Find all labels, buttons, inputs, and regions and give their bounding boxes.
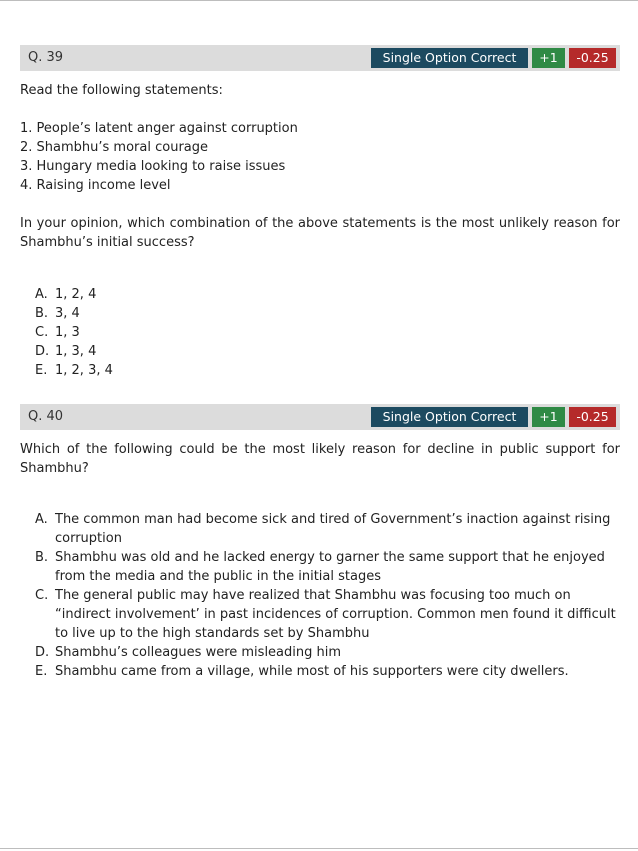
option-text: 1, 3 [55, 325, 80, 340]
positive-marks-badge: +1 [532, 407, 565, 427]
option-letter: C. [35, 588, 49, 603]
option-c[interactable] [35, 586, 620, 643]
option-text: 1, 3, 4 [55, 344, 97, 359]
option-e[interactable] [35, 361, 620, 380]
question-header-39 [20, 45, 620, 71]
top-divider [0, 0, 638, 1]
negative-marks-badge: -0.25 [569, 407, 616, 427]
question-type-badge: Single Option Correct [371, 407, 528, 427]
option-a[interactable] [35, 510, 620, 548]
option-letter: C. [35, 325, 49, 340]
option-text: 3, 4 [55, 306, 80, 321]
negative-marks-badge: -0.25 [569, 48, 616, 68]
option-letter: E. [35, 363, 48, 378]
option-d[interactable] [35, 342, 620, 361]
bottom-divider [0, 848, 638, 849]
option-text: Shambhu came from a village, while most of his supporters were city dwellers. [55, 664, 569, 679]
question-text: Which of the following could be the most likely reason for decline in public support for Shambhu? [20, 442, 620, 476]
option-letter: D. [35, 645, 50, 660]
option-text: The general public may have realized that Shambhu was focusing too much on “indirect involvement’ in past incidences of corruption. Common men found it difficult to live up to the high standards set by Shambhu [55, 588, 616, 641]
question-number: Q. 39 [28, 50, 64, 65]
option-c[interactable] [35, 323, 620, 342]
option-b[interactable] [35, 548, 620, 586]
option-text: 1, 2, 3, 4 [55, 363, 113, 378]
question-header-40 [20, 404, 620, 430]
question-type-badge: Single Option Correct [371, 48, 528, 68]
statement-1: 1. People’s latent anger against corruption [20, 121, 298, 136]
option-letter: E. [35, 664, 48, 679]
option-text: Shambhu was old and he lacked energy to garner the same support that he enjoyed from the media and the public in the initial stages [55, 550, 605, 584]
question-text: In your opinion, which combination of the above statements is the most unlikely reason for Shambhu’s initial success? [20, 216, 620, 250]
statement-4: 4. Raising income level [20, 178, 171, 193]
option-letter: A. [35, 287, 48, 302]
option-a[interactable] [35, 285, 620, 304]
option-text: 1, 2, 4 [55, 287, 97, 302]
option-letter: B. [35, 550, 49, 565]
question-intro: Read the following statements: [20, 83, 223, 98]
option-d[interactable] [35, 643, 620, 662]
question-number: Q. 40 [28, 409, 64, 424]
positive-marks-badge: +1 [532, 48, 565, 68]
statement-3: 3. Hungary media looking to raise issues [20, 159, 286, 174]
option-b[interactable] [35, 304, 620, 323]
option-e[interactable] [35, 662, 620, 681]
option-letter: D. [35, 344, 50, 359]
option-text: Shambhu’s colleagues were misleading him [55, 645, 342, 660]
option-text: The common man had become sick and tired of Government’s inaction against rising corruption [55, 512, 611, 546]
option-letter: B. [35, 306, 49, 321]
option-letter: A. [35, 512, 48, 527]
statement-2: 2. Shambhu’s moral courage [20, 140, 208, 155]
